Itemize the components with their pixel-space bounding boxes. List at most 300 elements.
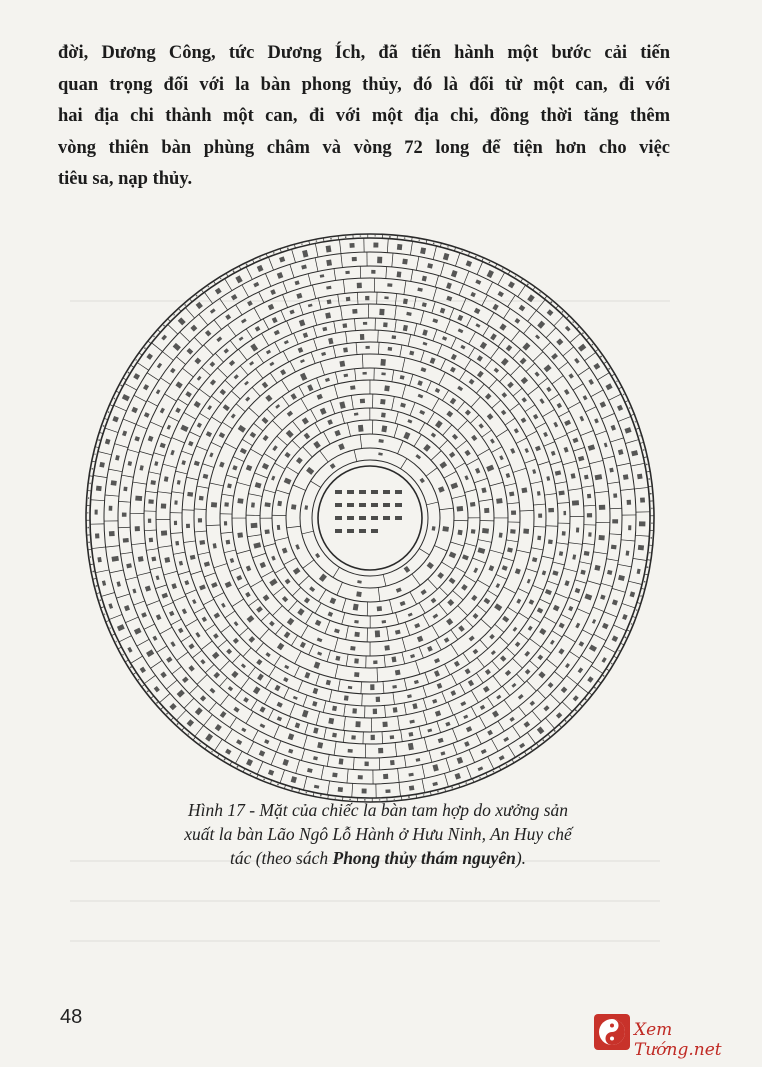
compass-mark [205, 733, 213, 741]
compass-mark [284, 478, 292, 485]
compass-mark [122, 430, 127, 436]
compass-mark [479, 777, 481, 779]
compass-mark [323, 701, 326, 713]
compass-mark [594, 565, 600, 571]
compass-mark [238, 584, 249, 590]
compass-mark [627, 630, 631, 632]
compass-mark [593, 607, 604, 611]
compass-mark [519, 305, 526, 312]
compass-mark [376, 697, 380, 702]
compass-mark [144, 347, 146, 349]
compass-mark [122, 394, 130, 401]
compass-mark [520, 510, 534, 511]
compass-mark [542, 342, 551, 350]
compass-mark [628, 525, 631, 530]
compass-mark [206, 431, 212, 437]
compass-mark [347, 503, 354, 507]
compass-mark [546, 526, 558, 527]
compass-mark [556, 305, 559, 308]
compass-mark [114, 398, 116, 400]
compass-mark [233, 707, 239, 713]
compass-mark [575, 588, 581, 593]
compass-mark [226, 540, 231, 545]
compass-mark [292, 440, 300, 448]
compass-mark [256, 643, 264, 652]
compass-mark [416, 661, 420, 674]
compass-mark [440, 308, 446, 314]
compass-mark [332, 733, 337, 738]
compass-mark [492, 400, 501, 408]
compass-mark [471, 397, 480, 407]
compass-mark [174, 500, 177, 504]
compass-mark [382, 620, 387, 623]
compass-mark [294, 333, 299, 344]
compass-mark [506, 764, 508, 766]
compass-mark [264, 490, 276, 493]
compass-mark [334, 385, 338, 399]
compass-mark [127, 647, 132, 653]
compass-mark [205, 624, 215, 631]
compass-mark [246, 267, 252, 280]
compass-mark [115, 455, 120, 461]
compass-mark [459, 284, 463, 295]
compass-mark [523, 529, 529, 534]
compass-mark [573, 695, 579, 701]
compass-mark [444, 773, 448, 786]
compass-mark [498, 272, 505, 284]
compass-mark [308, 304, 313, 308]
compass-mark [288, 601, 297, 612]
compass-mark [563, 511, 566, 515]
compass-mark [275, 625, 283, 634]
compass-mark [334, 628, 340, 633]
compass-mark [211, 751, 213, 753]
compass-mark [426, 468, 437, 476]
compass-mark [158, 546, 172, 548]
compass-mark [383, 774, 388, 779]
compass-mark [461, 584, 468, 591]
compass-mark [564, 580, 569, 586]
compass-mark [297, 608, 304, 616]
compass-mark [251, 700, 257, 710]
compass-mark [551, 451, 556, 456]
compass-mark [317, 742, 323, 749]
compass-mark [211, 582, 218, 588]
compass-mark [330, 401, 334, 414]
compass-mark [253, 553, 266, 557]
compass-mark [241, 663, 246, 668]
compass-mark [636, 609, 638, 611]
body-line: đời, Dương Công, tức Dương Ích, đã tiến hành một bước cải tiến [58, 43, 670, 63]
compass-mark [220, 711, 227, 718]
compass-mark [87, 527, 89, 528]
compass-mark [224, 348, 229, 353]
compass-mark [269, 666, 275, 676]
compass-mark [465, 543, 477, 546]
compass-mark [537, 654, 543, 660]
compass-mark [384, 655, 385, 667]
compass-mark [246, 465, 253, 471]
compass-mark [284, 558, 296, 565]
compass-mark [637, 474, 643, 480]
compass-mark [292, 587, 300, 595]
compass-mark [399, 782, 401, 796]
compass-mark [175, 408, 181, 414]
compass-mark [556, 338, 563, 345]
compass-mark [291, 393, 297, 400]
compass-mark [234, 374, 239, 379]
compass-mark [305, 723, 308, 734]
compass-mark [175, 541, 179, 546]
compass-mark [234, 621, 239, 626]
compass-mark [423, 615, 430, 627]
compass-mark [393, 692, 395, 704]
compass-mark [423, 698, 426, 710]
compass-mark [458, 328, 464, 333]
compass-mark [404, 703, 406, 715]
compass-mark [351, 395, 353, 409]
compass-mark [439, 604, 448, 615]
compass-mark [284, 452, 290, 458]
compass-mark [180, 425, 188, 432]
compass-mark [235, 689, 242, 699]
compass-mark [389, 236, 391, 238]
compass-mark [105, 495, 119, 496]
compass-mark [142, 684, 145, 686]
compass-mark [359, 529, 366, 533]
compass-mark [552, 570, 558, 576]
compass-mark [603, 646, 615, 653]
compass-mark [507, 547, 513, 552]
compass-mark [122, 513, 127, 517]
compass-mark [496, 574, 507, 579]
compass-mark [198, 518, 202, 522]
compass-mark [562, 311, 564, 313]
compass-mark [530, 661, 539, 669]
compass-mark [271, 556, 276, 561]
compass-mark [170, 318, 570, 718]
compass-mark [600, 594, 605, 599]
compass-mark [260, 562, 266, 568]
compass-mark [119, 501, 131, 502]
compass-mark [597, 373, 609, 380]
compass-mark [300, 448, 440, 588]
compass-mark [492, 710, 499, 717]
compass-mark [286, 434, 454, 602]
compass-mark [515, 641, 521, 647]
compass-mark [385, 705, 386, 717]
compass-mark [545, 589, 552, 595]
compass-mark [225, 729, 233, 741]
compass-mark [267, 409, 275, 418]
compass-mark [357, 292, 358, 304]
compass-mark [554, 672, 563, 680]
compass-mark [172, 438, 185, 443]
compass-mark [532, 469, 536, 474]
compass-mark [188, 441, 193, 446]
compass-mark [402, 358, 405, 372]
compass-mark [509, 717, 514, 722]
compass-mark [221, 625, 231, 632]
compass-mark [631, 450, 638, 456]
compass-mark [195, 531, 207, 532]
bleed-through [70, 940, 660, 942]
compass-mark [446, 758, 450, 771]
compass-mark [449, 308, 453, 319]
compass-mark [338, 294, 340, 306]
compass-mark [510, 529, 515, 534]
compass-mark [595, 474, 603, 480]
compass-mark [611, 425, 616, 431]
compass-mark [177, 652, 188, 660]
compass-mark [373, 709, 377, 714]
compass-mark [173, 343, 181, 351]
compass-mark [579, 416, 584, 422]
compass-mark [457, 386, 463, 391]
compass-mark [622, 603, 635, 607]
compass-mark [144, 292, 596, 744]
compass-mark [263, 319, 269, 330]
compass-mark [118, 647, 122, 649]
figure-caption [108, 798, 648, 870]
compass-mark [456, 440, 467, 449]
compass-mark [422, 779, 425, 793]
compass-mark [408, 334, 411, 346]
compass-mark [216, 336, 222, 342]
compass-mark [304, 672, 310, 679]
compass-mark [315, 243, 318, 257]
compass-mark [395, 503, 402, 507]
compass-mark [476, 673, 483, 683]
compass-mark [344, 374, 349, 378]
compass-mark [420, 247, 426, 254]
compass-mark [288, 733, 295, 740]
compass-mark [479, 716, 486, 728]
compass-mark [237, 550, 251, 554]
compass-mark [489, 379, 497, 388]
compass-mark [233, 638, 239, 644]
compass-mark [392, 253, 393, 267]
compass-mark [476, 384, 484, 393]
compass-mark [464, 475, 468, 480]
compass-mark [395, 670, 401, 676]
compass-mark [423, 794, 425, 795]
compass-mark [471, 435, 477, 441]
compass-mark [512, 658, 522, 668]
compass-mark [475, 279, 481, 284]
compass-mark [464, 450, 470, 456]
compass-mark [347, 769, 348, 783]
compass-mark [264, 454, 276, 461]
compass-mark [96, 486, 102, 491]
compass-mark [521, 279, 523, 282]
compass-mark [571, 473, 576, 479]
compass-mark [650, 493, 652, 495]
compass-mark [435, 710, 441, 716]
compass-mark [437, 721, 441, 732]
compass-mark [343, 731, 344, 743]
compass-mark [351, 735, 355, 739]
compass-mark [575, 580, 586, 583]
compass-mark [514, 428, 519, 433]
compass-mark [192, 599, 197, 604]
compass-mark [182, 451, 193, 455]
compass-mark [525, 669, 531, 675]
compass-mark [414, 324, 417, 336]
compass-mark [397, 271, 402, 277]
compass-mark [537, 607, 543, 613]
compass-mark [207, 286, 209, 288]
compass-mark [303, 560, 314, 568]
compass-mark [232, 465, 237, 470]
compass-mark [134, 395, 146, 401]
compass-mark [158, 492, 172, 494]
compass-mark [347, 516, 354, 520]
compass-mark [325, 312, 331, 318]
compass-mark [124, 605, 130, 611]
compass-mark [350, 646, 355, 651]
compass-mark [549, 394, 559, 401]
compass-mark [329, 690, 332, 702]
compass-mark [435, 420, 443, 428]
compass-mark [539, 292, 541, 294]
compass-mark [149, 472, 161, 474]
compass-mark [424, 737, 427, 751]
compass-mark [165, 394, 177, 401]
compass-mark [554, 316, 564, 326]
compass-mark [225, 314, 231, 320]
compass-mark [285, 578, 291, 584]
compass-mark [422, 765, 425, 779]
compass-mark [346, 626, 349, 640]
compass-mark [623, 394, 625, 396]
compass-mark [269, 362, 274, 367]
compass-mark [360, 334, 364, 340]
compass-mark [442, 336, 447, 341]
compass-mark [179, 561, 183, 566]
compass-mark [199, 540, 205, 545]
compass-mark [439, 461, 447, 468]
compass-mark [220, 389, 226, 395]
compass-mark [589, 460, 603, 463]
compass-mark [443, 253, 450, 261]
compass-mark [315, 423, 321, 433]
compass-mark [414, 435, 421, 447]
compass-mark [572, 554, 576, 559]
compass-mark [428, 579, 438, 589]
compass-mark [95, 585, 97, 587]
compass-mark [309, 644, 314, 655]
compass-mark [390, 735, 395, 739]
compass-mark [609, 534, 621, 535]
compass-mark [515, 275, 517, 277]
compass-mark [546, 328, 556, 338]
compass-mark [209, 452, 213, 457]
compass-mark [228, 686, 233, 691]
compass-mark [311, 481, 321, 487]
compass-mark [226, 273, 228, 276]
compass-mark [243, 648, 251, 657]
compass-mark [602, 657, 607, 663]
compass-mark [377, 668, 378, 682]
compass-mark [453, 591, 464, 600]
compass-mark [200, 659, 205, 664]
compass-mark [482, 430, 492, 437]
compass-mark [628, 581, 642, 584]
compass-mark [588, 532, 591, 536]
compass-mark [525, 459, 536, 463]
compass-mark [125, 617, 138, 623]
compass-mark [536, 300, 545, 311]
compass-mark [327, 781, 329, 795]
compass-mark [417, 380, 422, 386]
compass-mark [556, 543, 568, 545]
compass-mark [530, 701, 536, 706]
compass-mark [649, 552, 650, 554]
compass-mark [408, 613, 413, 617]
compass-mark [554, 435, 567, 440]
compass-mark [326, 286, 331, 290]
compass-mark [564, 420, 571, 426]
compass-mark [277, 643, 284, 651]
compass-mark [353, 604, 359, 611]
compass-mark [475, 323, 480, 327]
compass-mark [512, 726, 520, 738]
compass-mark [582, 486, 594, 488]
compass-mark [402, 652, 405, 664]
compass-mark [419, 726, 422, 738]
compass-mark [386, 267, 387, 279]
compass-mark [460, 345, 465, 350]
compass-mark [128, 449, 140, 452]
compass-mark [148, 436, 154, 442]
compass-mark [314, 339, 318, 350]
compass-mark [259, 292, 264, 303]
compass-mark [406, 312, 411, 316]
compass-mark [485, 359, 492, 369]
compass-mark [572, 321, 574, 323]
compass-mark [134, 628, 142, 635]
compass-mark [593, 363, 600, 370]
compass-mark [440, 751, 445, 755]
compass-mark [539, 628, 546, 635]
compass-mark [248, 494, 262, 497]
compass-mark [265, 395, 272, 402]
compass-mark [587, 494, 591, 499]
compass-mark [492, 661, 500, 670]
compass-mark [440, 263, 444, 276]
compass-mark [431, 432, 436, 437]
compass-mark [578, 344, 586, 352]
compass-mark [502, 268, 504, 270]
compass-mark [241, 678, 249, 689]
compass-mark [395, 490, 402, 494]
compass-mark [275, 537, 289, 540]
body-paragraph [58, 38, 670, 196]
compass-mark [335, 656, 340, 661]
compass-mark [347, 490, 354, 494]
compass-mark [268, 709, 273, 720]
compass-mark [214, 612, 221, 618]
compass-mark [400, 601, 406, 606]
compass-mark [325, 620, 330, 633]
compass-mark [496, 695, 501, 700]
compass-mark [289, 310, 294, 315]
compass-mark [401, 730, 403, 742]
compass-mark [639, 435, 640, 437]
compass-mark [582, 630, 593, 636]
compass-mark [547, 659, 558, 668]
